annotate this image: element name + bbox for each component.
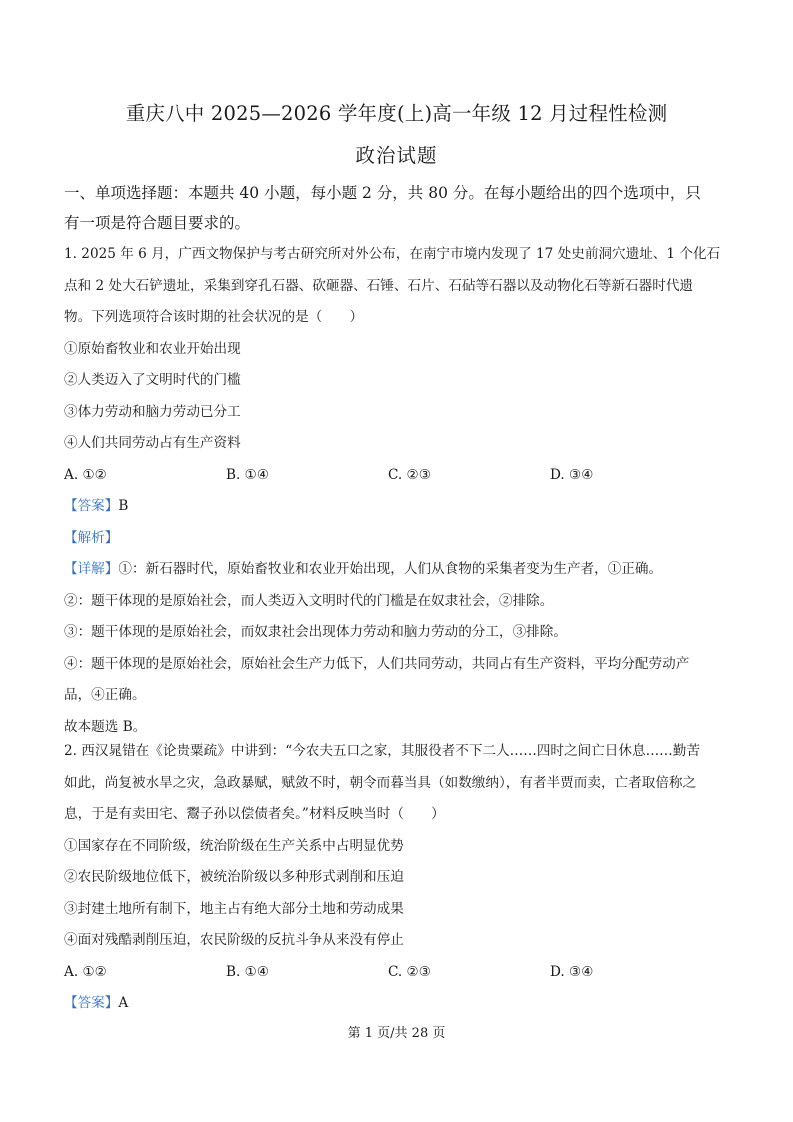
statement-item: ②农民阶级地位低下，被统治阶级以多种形式剥削和压迫 xyxy=(64,869,404,885)
statement-item: ④面对残酷剥削压迫，农民阶级的反抗斗争从来没有停止 xyxy=(64,932,404,948)
analysis-label: 【解析】 xyxy=(64,529,119,546)
statement-item: ③封建土地所有制下，地主占有绝大部分土地和劳动成果 xyxy=(64,900,404,917)
detail-line: ③：题干体现的是原始社会，而奴隶社会出现体力劳动和脑力劳动的分工，③排除。 xyxy=(64,624,567,640)
answer-line xyxy=(64,988,728,1020)
detail-label: 【详解】 xyxy=(64,561,119,577)
detail-line: 品，④正确。 xyxy=(64,687,146,703)
option-d: D. ③④ xyxy=(550,466,594,483)
statement-item: ②人类迈入了文明时代的门槛 xyxy=(64,372,241,388)
detail-text: ①：新石器时代，原始畜牧业和农业开始出现，人们从食物的采集者变为生产者，①正确。 xyxy=(118,561,663,577)
statement-item: ④人们共同劳动占有生产资料 xyxy=(64,435,241,451)
analysis-line xyxy=(64,523,728,555)
answer-value: A xyxy=(118,995,129,1011)
statement-item: ③体力劳动和脑力劳动已分工 xyxy=(64,403,241,420)
statement-item: ①国家存在不同阶级，统治阶级在生产关系中占明显优势 xyxy=(64,837,404,854)
question-2 xyxy=(64,736,728,1020)
detail-line: ④：题干体现的是原始社会，原始社会生产力低下，人们共同劳动，共同占有生产资料，平均分配劳动产 xyxy=(64,655,690,672)
answer-label: 【答案】 xyxy=(64,498,119,514)
detail-line: ②：题干体现的是原始社会，而人类迈入文明时代的门槛是在奴隶社会，②排除。 xyxy=(64,592,554,609)
option-c: C. ②③ xyxy=(388,466,431,483)
options-row xyxy=(64,957,728,989)
statement-item: ①原始畜牧业和农业开始出现 xyxy=(64,340,241,357)
question-stem-line: 点和 2 处大石铲遗址，采集到穿孔石器、砍砸器、石锤、石片、石砧等石器以及动物化石等新石器时代遗 xyxy=(64,277,694,294)
section-heading-line: 有一项是符合题目要求的。 xyxy=(64,214,251,232)
answer-line xyxy=(64,491,728,523)
question-1 xyxy=(64,239,728,743)
options-row xyxy=(64,460,728,492)
page-footer: 第 1 页/共 28 页 xyxy=(347,1026,446,1041)
option-d: D. ③④ xyxy=(550,963,594,980)
question-stem-line: 如此，尚复被水旱之灾，急政暴赋，赋敛不时，朝令而暮当具（如数缴纳），有者半贾而卖，亡者取倍称之 xyxy=(64,774,697,791)
option-b: B. ①④ xyxy=(226,466,270,483)
section-heading xyxy=(64,178,728,238)
answer-value: B xyxy=(118,498,129,514)
question-stem-line: 息，于是有卖田宅、鬻子孙以偿债者矣。”材料反映当时（ ） xyxy=(64,806,445,822)
option-c: C. ②③ xyxy=(388,963,431,980)
answer-label: 【答案】 xyxy=(64,995,119,1011)
option-a: A. ①② xyxy=(64,963,107,980)
conclusion-line: 故本题选 B。 xyxy=(64,718,147,735)
question-stem-line: 2. 西汉晁错在《论贵粟疏》中讲到：“今农夫五口之家，其服役者不下二人……四时之间亡日休息……勤苦 xyxy=(64,743,700,759)
detail-line xyxy=(64,554,728,586)
exam-title: 重庆八中 2025—2026 学年度(上)高一年级 12 月过程性检测 xyxy=(125,102,668,125)
exam-subtitle: 政治试题 xyxy=(355,144,438,167)
option-b: B. ①④ xyxy=(226,963,270,980)
section-heading-line: 一、单项选择题：本题共 40 小题，每小题 2 分，共 80 分。在每小题给出的四个选项中，只 xyxy=(64,184,701,202)
question-stem-line: 物。下列选项符合该时期的社会状况的是（ ） xyxy=(64,309,364,325)
question-stem-line: 1. 2025 年 6 月，广西文物保护与考古研究所对外公布，在南宁市境内发现了 17 处史前洞穴遗址、1 个化石 xyxy=(64,246,721,262)
option-a: A. ①② xyxy=(64,466,107,483)
